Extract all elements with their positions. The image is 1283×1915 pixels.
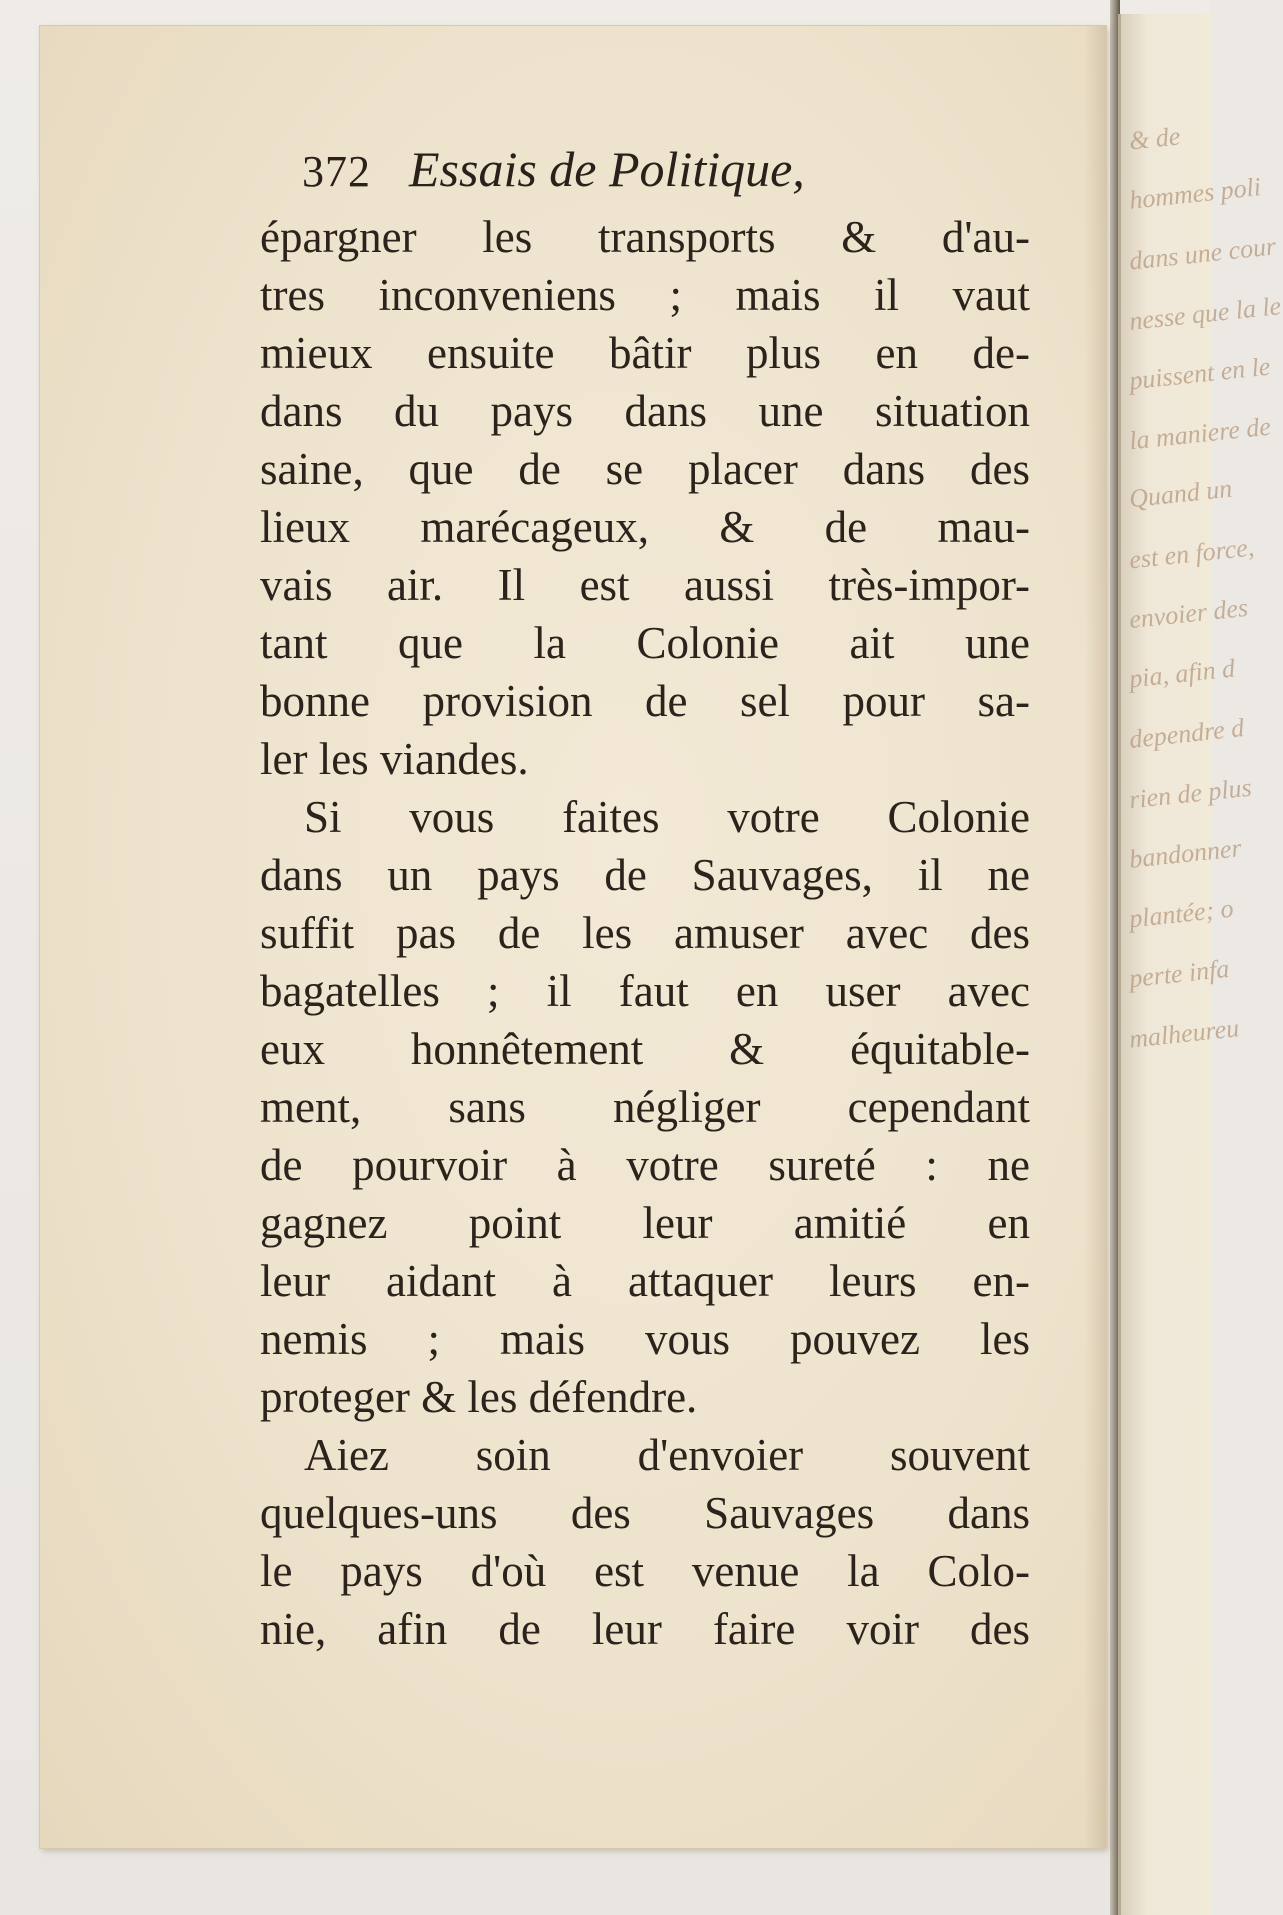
facing-page [1118,14,1283,1915]
facing-page-fragment: nesse que la le [1127,291,1283,336]
text-line: proteger & les défendre. [260,1372,698,1422]
text-line: de pourvoir à votre sureté : ne [260,1140,1030,1190]
facing-page-fragment: dependre d [1127,713,1246,754]
facing-page-fragment: malheureu [1127,1013,1241,1054]
text-line: quelques-uns des Sauvages dans [260,1488,1030,1538]
facing-page-fragment: puissent en le [1127,351,1272,396]
facing-page-fragment: pia, afin d [1127,653,1237,694]
text-line: gagnez point leur amitié en [260,1198,1030,1248]
text-line: bonne provision de sel pour sa- [260,676,1030,726]
text-line: Aiez soin d'envoier souvent [304,1430,1030,1480]
text-line: saine, que de se placer dans des [260,444,1030,494]
running-title: Essais de Politique, [409,141,805,197]
facing-page-fragment: rien de plus [1127,772,1253,815]
text-line: suffit pas de les amuser avec des [260,908,1030,958]
facing-page-fragment: Quand un [1127,473,1234,514]
text-line: épargner les transports & d'au- [260,212,1030,262]
text-line: tant que la Colonie ait une [260,618,1030,668]
page-number: 372 [302,147,371,196]
facing-page-fragment: envoier des [1127,592,1250,635]
page-body [260,208,1030,1658]
text-line: vais air. Il est aussi très-impor- [260,560,1030,610]
text-line: mieux ensuite bâtir plus en de- [260,328,1030,378]
text-line: nemis ; mais vous pouvez les [260,1314,1030,1364]
facing-page-fragment: bandonner [1127,833,1243,874]
text-line: leur aidant à attaquer leurs en- [260,1256,1030,1306]
text-line: ler les viandes. [260,734,529,784]
facing-page-fragment: plantée; o [1127,893,1235,934]
text-line: dans du pays dans une situation [260,386,1030,436]
text-line: bagatelles ; il faut en user avec [260,966,1030,1016]
facing-page-fragment: hommes poli [1127,172,1263,215]
text-line: eux honnêtement & équitable- [260,1024,1030,1074]
book-page [40,26,1106,1848]
text-line: lieux marécageux, & de mau- [260,502,1030,552]
text-line: Si vous faites votre Colonie [304,792,1030,842]
facing-page-fragment: perte infa [1127,953,1231,994]
facing-page-fragment: & de [1127,121,1182,156]
page-edge-shadow [1084,26,1106,1848]
text-line: nie, afin de leur faire voir des [260,1604,1030,1654]
facing-page-fragment: dans une cour [1127,231,1278,276]
text-line: le pays d'où est venue la Colo- [260,1546,1030,1596]
facing-page-fragment: est en force, [1127,532,1256,575]
text-line: ment, sans négliger cependant [260,1082,1030,1132]
facing-page-fragment: la maniere de [1127,411,1273,456]
page-header [302,140,805,210]
text-line: dans un pays de Sauvages, il ne [260,850,1030,900]
text-line: tres inconveniens ; mais il vaut [260,270,1030,320]
